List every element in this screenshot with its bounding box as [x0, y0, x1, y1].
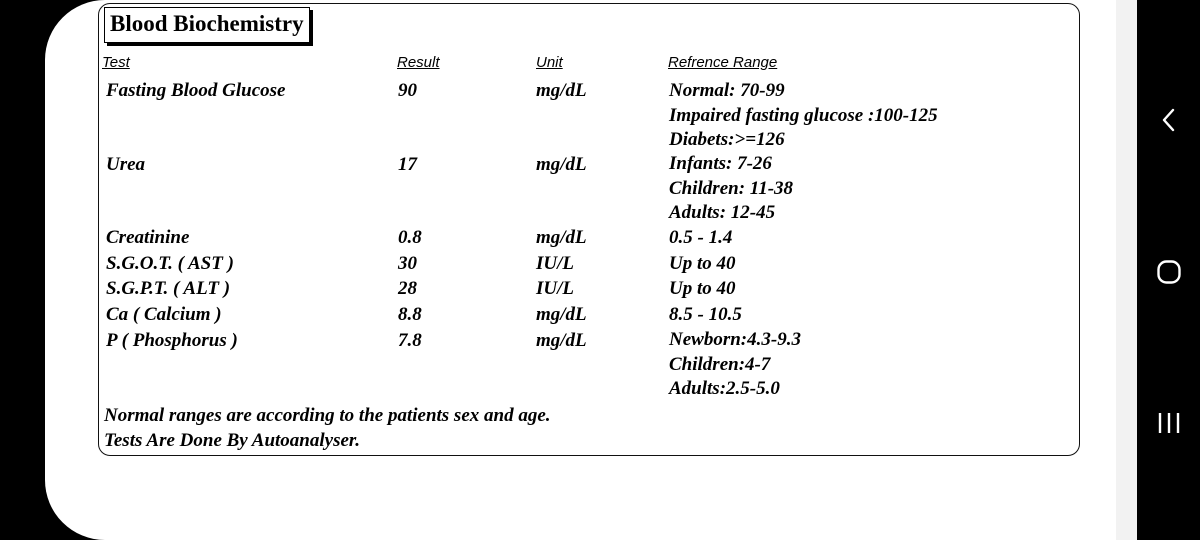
viewer-edge — [1116, 0, 1137, 540]
recents-icon — [1155, 409, 1183, 437]
row-result: 7.8 — [398, 330, 422, 351]
reference-line: 8.5 - 10.5 — [669, 304, 742, 325]
row-reference — [669, 303, 742, 328]
row-test: Fasting Blood Glucose — [106, 80, 286, 101]
header-reference-range: Refrence Range — [668, 54, 778, 71]
header-test: Test — [102, 54, 130, 71]
row-test: Ca ( Calcium ) — [106, 304, 222, 325]
row-unit: mg/dL — [536, 330, 587, 351]
reference-line: Children:4-7 — [669, 353, 771, 375]
reference-line: Adults:2.5-5.0 — [669, 378, 780, 399]
row-test: P ( Phosphorus ) — [106, 330, 238, 351]
home-icon — [1155, 258, 1183, 286]
row-reference — [669, 252, 736, 277]
section-title: Blood Biochemistry — [104, 7, 310, 43]
system-nav-bar — [1137, 0, 1200, 540]
row-result: 8.8 — [398, 304, 422, 325]
reference-line: Newborn:4.3-9.3 — [669, 329, 801, 350]
row-reference — [669, 226, 732, 251]
row-reference — [669, 328, 801, 402]
reference-line: Normal: 70-99 — [669, 80, 785, 101]
back-icon — [1159, 106, 1179, 134]
header-unit: Unit — [536, 54, 563, 71]
footnote: Tests Are Done By Autoanalyser. — [104, 430, 360, 451]
reference-line: Diabets:>=126 — [669, 129, 785, 150]
row-unit: IU/L — [536, 253, 574, 274]
row-result: 0.8 — [398, 227, 422, 248]
row-unit: mg/dL — [536, 304, 587, 325]
row-unit: mg/dL — [536, 80, 587, 101]
row-test: Creatinine — [106, 227, 190, 248]
row-result: 28 — [398, 278, 417, 299]
reference-line: Infants: 7-26 — [669, 153, 772, 174]
row-unit: mg/dL — [536, 227, 587, 248]
row-reference — [669, 79, 938, 153]
back-button[interactable] — [1137, 90, 1200, 150]
reference-line: 0.5 - 1.4 — [669, 227, 733, 248]
row-reference — [669, 152, 793, 226]
row-unit: IU/L — [536, 278, 574, 299]
row-unit: mg/dL — [536, 154, 587, 175]
recents-button[interactable] — [1137, 393, 1200, 453]
home-button[interactable] — [1137, 242, 1200, 302]
reference-line: Impaired fasting glucose :100-125 — [669, 104, 938, 126]
row-test: Urea — [106, 154, 146, 175]
reference-line: Up to 40 — [669, 278, 736, 299]
reference-line: Adults: 12-45 — [669, 202, 776, 223]
footnote: Normal ranges are according to the patients sex and age. — [104, 405, 551, 426]
row-result: 30 — [398, 253, 417, 274]
row-test: S.G.O.T. ( AST ) — [106, 253, 234, 274]
reference-line: Up to 40 — [669, 253, 736, 274]
row-result: 17 — [398, 154, 417, 175]
reference-line: Children: 11-38 — [669, 177, 794, 199]
report-box — [98, 3, 1080, 456]
row-reference — [669, 277, 736, 302]
header-result: Result — [397, 54, 440, 71]
row-result: 90 — [398, 80, 417, 101]
row-test: S.G.P.T. ( ALT ) — [106, 278, 231, 299]
